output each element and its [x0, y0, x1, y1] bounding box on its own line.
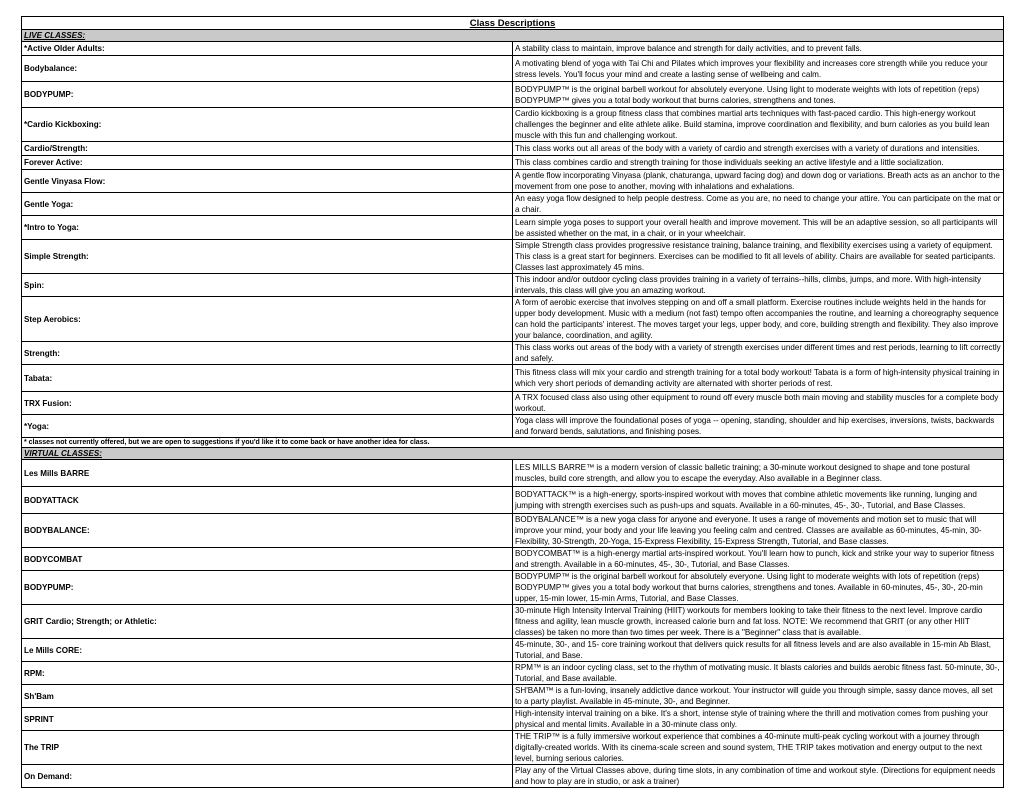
- class-row: [22, 170, 1004, 193]
- class-row: [22, 108, 1004, 142]
- class-description: 45-minute, 30-, and 15- core training workout that delivers quick results for all fitness levels and are also available in 15-min Ab Blast, Tutorial, and Base.: [513, 639, 1004, 662]
- class-name: Gentle Vinyasa Flow:: [22, 170, 513, 193]
- class-description: BODYBALANCE™ is a new yoga class for anyone and everyone. It uses a range of movements and motion set to music that will improve your mind, your body and your life leaving you feeling calm and centred. Classes are available as 60-minutes, 45-min, 30-Flexibility, 30-Strength, 20-Yoga, 15-Express Flexibility, 15-Express Strength, Tutorial, and Base classes.: [513, 514, 1004, 548]
- class-row: [22, 365, 1004, 392]
- class-row: [22, 342, 1004, 365]
- class-description: Cardio kickboxing is a group fitness class that combines martial arts techniques with fast-paced cardio. This high-energy workout challenges the beginner and elite athlete alike. Build stamina, improve coordination and flexibility, and burn calories as you build lean muscle with this fun and challenging workout.: [513, 108, 1004, 142]
- class-description: Simple Strength class provides progressive resistance training, balance training, and flexibility exercises using a variety of equipment. This class is a great start for beginners. Exercises can be modified to fit all levels of ability. Chairs are available for seated participants. Classes last approximately 45 mins.: [513, 240, 1004, 274]
- class-name: TRX Fusion:: [22, 392, 513, 415]
- class-row: [22, 639, 1004, 662]
- class-name: Forever Active:: [22, 156, 513, 170]
- class-row: [22, 142, 1004, 156]
- class-name: Le Mills CORE:: [22, 639, 513, 662]
- class-row: [22, 240, 1004, 274]
- class-description: This indoor and/or outdoor cycling class provides training in a variety of terrains--hills, climbs, jumps, and more. With high-intensity intervals, this class will give you an amazing workout.: [513, 274, 1004, 297]
- class-row: [22, 605, 1004, 639]
- class-row: [22, 571, 1004, 605]
- class-row: [22, 662, 1004, 685]
- class-row: [22, 82, 1004, 108]
- class-name: SPRINT: [22, 708, 513, 731]
- class-name: Step Aerobics:: [22, 297, 513, 342]
- section-header: LIVE CLASSES:: [22, 30, 1004, 42]
- class-description: This class combines cardio and strength training for those individuals seeking an active lifestyle and a little socialization.: [513, 156, 1004, 170]
- class-description: A form of aerobic exercise that involves stepping on and off a small platform. Exercise routines include weights held in the hands for upper body development. Music with a medium (not fast) tempo often accompanies the routine, and learning a choreography sequence can hold the participants' interest. The moves target your legs, upper body, and core, building strength and flexibility. They also improve your balance, coordination, and agility.: [513, 297, 1004, 342]
- note-row: [22, 438, 1004, 448]
- class-table: [21, 16, 1004, 788]
- class-description: This fitness class will mix your cardio and strength training for a total body workout! Tabata is a form of high-intensity physical training in which very short periods of demanding activity are alternated with shorter periods of rest.: [513, 365, 1004, 392]
- class-row: [22, 548, 1004, 571]
- class-description: Play any of the Virtual Classes above, during time slots, in any combination of time and workout style. (Directions for equipment needs and how to play are in studio, or ask a trainer): [513, 765, 1004, 788]
- class-row: [22, 765, 1004, 788]
- class-name: BODYPUMP:: [22, 571, 513, 605]
- class-description: BODYCOMBAT™ is a high-energy martial arts-inspired workout. You'll learn how to punch, kick and strike your way to superior fitness and strength. Available in a 60-minutes, 45-, 30-, Tutorial, and Base Classes.: [513, 548, 1004, 571]
- class-row: [22, 156, 1004, 170]
- class-description: An easy yoga flow designed to help people destress. Come as you are, no need to change your attire. You can participate on the mat or a chair.: [513, 193, 1004, 216]
- class-description: BODYATTACK™ is a high-energy, sports-inspired workout with moves that combine athletic movements like running, lunging and jumping with strength exercises such as push-ups and squats. Available in a 60-minutes, 45-, 30-, Tutorial, and Base Classes.: [513, 487, 1004, 514]
- title-row: [22, 17, 1004, 30]
- class-name: Tabata:: [22, 365, 513, 392]
- class-description: A motivating blend of yoga with Tai Chi and Pilates which improves your flexibility and increases core strength while you reduce your stress levels. You'll focus your mind and create a lasting sense of wellbeing and calm.: [513, 56, 1004, 82]
- class-name: *Yoga:: [22, 415, 513, 438]
- section-row: [22, 30, 1004, 42]
- class-row: [22, 297, 1004, 342]
- class-description: 30-minute High Intensity Interval Training (HIIT) workouts for members looking to take their fitness to the next level. Improve cardio fitness and agility, lean muscle growth, increased calorie burn and fat loss. NOTE: We recommend that GRIT (or any other HIIT classes) be taken no more than two times per week. There is a "Beginner" class that is available.: [513, 605, 1004, 639]
- class-name: Strength:: [22, 342, 513, 365]
- class-name: *Cardio Kickboxing:: [22, 108, 513, 142]
- page-title: Class Descriptions: [22, 17, 1004, 30]
- class-row: [22, 193, 1004, 216]
- class-row: [22, 685, 1004, 708]
- class-name: Sh'Bam: [22, 685, 513, 708]
- class-name: Gentle Yoga:: [22, 193, 513, 216]
- class-row: [22, 514, 1004, 548]
- class-description: THE TRIP™ is a fully immersive workout experience that combines a 40-minute multi-peak cycling workout with a journey through digitally-created worlds. With its cinema-scale screen and sound system, THE TRIP takes motivation and energy output to the next level, burning serious calories.: [513, 731, 1004, 765]
- class-row: [22, 56, 1004, 82]
- class-descriptions-document: [21, 16, 1004, 788]
- class-name: Les Mills BARRE: [22, 460, 513, 487]
- section-header: VIRTUAL CLASSES:: [22, 448, 1004, 460]
- class-description: Yoga class will improve the foundational poses of yoga -- opening, standing, shoulder and hip exercises, inversions, twists, backwards and forward bends, salutations, and finishing poses.: [513, 415, 1004, 438]
- class-name: BODYATTACK: [22, 487, 513, 514]
- class-description: This class works out all areas of the body with a variety of cardio and strength exercises with a variety of durations and intensities.: [513, 142, 1004, 156]
- class-name: Bodybalance:: [22, 56, 513, 82]
- class-description: LES MILLS BARRE™ is a modern version of classic balletic training; a 30-minute workout designed to shape and tone postural muscles, build core strength, and allow you to escape the everyday. Also available in a Beginner class.: [513, 460, 1004, 487]
- class-description: This class works out areas of the body with a variety of strength exercises under different times and rest periods, learning to lift correctly and safely.: [513, 342, 1004, 365]
- class-name: RPM:: [22, 662, 513, 685]
- class-description: BODYPUMP™ is the original barbell workout for absolutely everyone. Using light to moderate weights with lots of repetition (reps) BODYPUMP™ gives you a total body workout that burns calories, strengthens and tones.: [513, 82, 1004, 108]
- section-row: [22, 448, 1004, 460]
- class-row: [22, 415, 1004, 438]
- class-description: BODYPUMP™ is the original barbell workout for absolutely everyone. Using light to moderate weights with lots of repetition (reps) BODYPUMP™ gives you a total body workout that burns calories, strengthens and tones. Available in 60-minutes, 45-, 30-, 20-min upper, 15-min lower, 15-min Arms, Tutorial, and Base Classes.: [513, 571, 1004, 605]
- class-row: [22, 274, 1004, 297]
- class-row: [22, 487, 1004, 514]
- class-name: BODYPUMP:: [22, 82, 513, 108]
- class-name: *Active Older Adults:: [22, 42, 513, 56]
- class-row: [22, 392, 1004, 415]
- class-description: A TRX focused class also using other equipment to round off every muscle both main moving and stability muscles for a complete body workout.: [513, 392, 1004, 415]
- class-row: [22, 708, 1004, 731]
- class-description: SH'BAM™ is a fun-loving, insanely addictive dance workout. Your instructor will guide you through simple, sassy dance moves, all set to a party playlist. Available in 45-minute, 30-, and Beginner.: [513, 685, 1004, 708]
- class-description: RPM™ is an indoor cycling class, set to the rhythm of motivating music. It blasts calories and builds aerobic fitness fast. 50-minute, 30-, Tutorial, and Base available.: [513, 662, 1004, 685]
- class-name: Cardio/Strength:: [22, 142, 513, 156]
- class-description: A stability class to maintain, improve balance and strength for daily activities, and to prevent falls.: [513, 42, 1004, 56]
- class-description: High-intensity interval training on a bike. It's a short, intense style of training where the thrill and motivation comes from pushing your physical and mental limits. Available in a 30-minute class only.: [513, 708, 1004, 731]
- class-name: BODYBALANCE:: [22, 514, 513, 548]
- class-name: Spin:: [22, 274, 513, 297]
- class-name: On Demand:: [22, 765, 513, 788]
- class-name: The TRIP: [22, 731, 513, 765]
- class-row: [22, 216, 1004, 240]
- class-description: Learn simple yoga poses to support your overall health and improve movement. This will be an adaptive session, so all participants will be assisted whether on the mat, in a chair, or in your wheelchair.: [513, 216, 1004, 240]
- class-name: Simple Strength:: [22, 240, 513, 274]
- class-name: BODYCOMBAT: [22, 548, 513, 571]
- class-row: [22, 460, 1004, 487]
- class-name: GRIT Cardio; Strength; or Athletic:: [22, 605, 513, 639]
- class-row: [22, 42, 1004, 56]
- class-name: *Intro to Yoga:: [22, 216, 513, 240]
- class-row: [22, 731, 1004, 765]
- class-description: A gentle flow incorporating Vinyasa (plank, chaturanga, upward facing dog) and down dog or variations. Breath acts as an anchor to the movement from one pose to another, moving with inhalations and exhalations.: [513, 170, 1004, 193]
- footnote: * classes not currently offered, but we are open to suggestions if you'd like it to come back or have another idea for class.: [22, 438, 1004, 448]
